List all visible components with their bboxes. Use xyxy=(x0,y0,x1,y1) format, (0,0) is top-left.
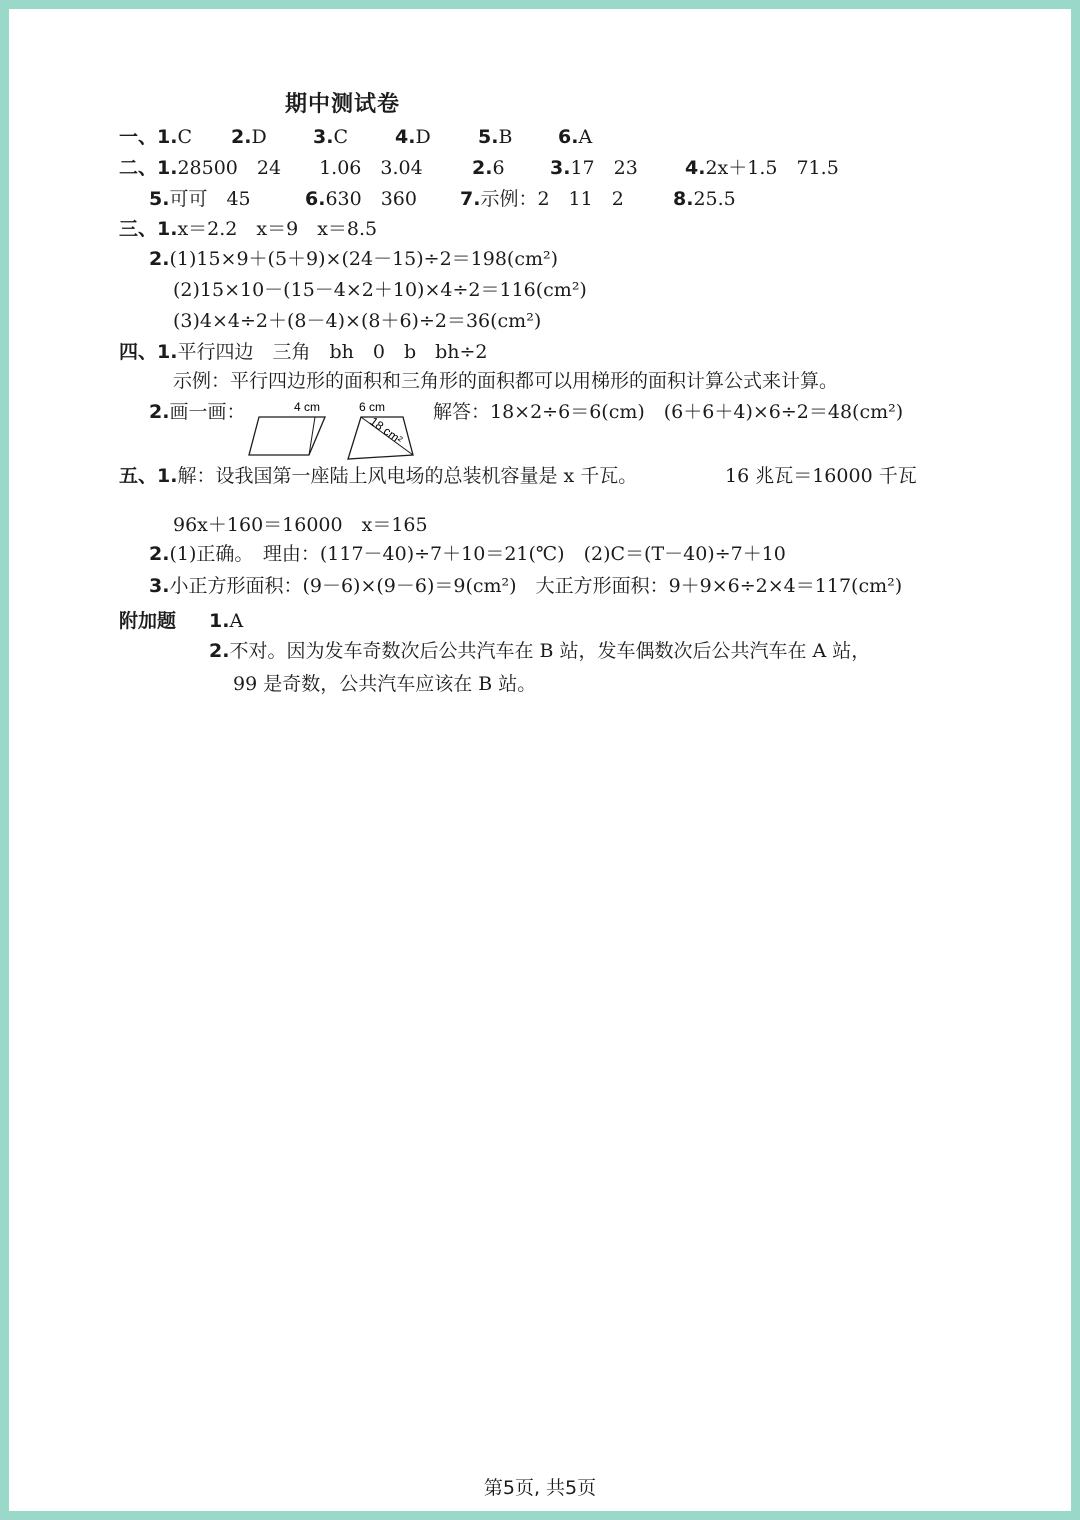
question-number: 3. xyxy=(550,157,571,179)
question-number: 8. xyxy=(673,188,694,210)
answer: 示例：2 11 2 xyxy=(480,188,624,210)
answer-sheet-page xyxy=(9,9,1071,1511)
example-text: 示例：平行四边形的面积和三角形的面积都可以用梯形的面积计算公式来计算。 xyxy=(173,370,839,392)
extra-section xyxy=(119,609,244,633)
extra-q2-line-2 xyxy=(233,672,536,696)
answer: 16 兆瓦＝16000 千瓦 xyxy=(725,465,917,487)
question-number: 4. xyxy=(685,157,706,179)
section-4-q1 xyxy=(119,340,488,364)
question-number: 3. xyxy=(149,575,170,597)
page-footer: 第5页, 共5页 xyxy=(483,1477,597,1499)
section-3-q2-line-3 xyxy=(173,309,541,333)
section-3-q1 xyxy=(119,217,377,241)
answer: 28500 24 1.06 3.04 xyxy=(177,157,423,179)
section-5-conversion xyxy=(725,464,917,488)
section-3-q2-line-2 xyxy=(173,278,587,302)
question-number: 2. xyxy=(231,126,252,148)
question-number: 2. xyxy=(209,640,230,662)
section-4-example xyxy=(173,369,838,393)
question-number: 3. xyxy=(313,126,334,148)
question-number: 二、1. xyxy=(119,157,178,179)
question-number: 五、1. xyxy=(119,465,178,487)
answer-line: (1)15×9＋(5＋9)×(24－15)÷2＝198(cm²) xyxy=(169,248,559,270)
page-title: 期中测试卷 xyxy=(285,92,401,117)
answer: 平行四边 三角 bh 0 b bh÷2 xyxy=(177,341,488,363)
question-number: 1. xyxy=(209,610,230,632)
answer: D xyxy=(251,126,267,148)
draw-label: 画一画： xyxy=(169,401,246,423)
answer: A xyxy=(229,610,244,632)
answer: B xyxy=(498,126,513,148)
answer: 可可 45 xyxy=(169,188,251,210)
section-5-q3 xyxy=(149,574,902,598)
section-4-solution xyxy=(433,400,903,424)
figure-label: 6 cm xyxy=(359,400,386,414)
question-number: 2. xyxy=(149,401,170,423)
answer: 解答：18×2÷6＝6(cm) (6＋6＋4)×6÷2＝48(cm²) xyxy=(433,401,904,423)
answer: 630 360 xyxy=(325,188,417,210)
figure-label: 4 cm xyxy=(294,400,321,414)
question-number: 6. xyxy=(558,126,579,148)
section-4-q2 xyxy=(149,400,245,424)
answer: D xyxy=(415,126,431,148)
parallelogram-figure xyxy=(345,399,425,463)
trapezoid-figure xyxy=(247,399,327,459)
answer: 2x＋1.5 71.5 xyxy=(705,157,839,179)
question-number: 5. xyxy=(478,126,499,148)
answer: A xyxy=(578,126,593,148)
answer: 17 23 xyxy=(570,157,638,179)
answer: C xyxy=(333,126,348,148)
question-number: 四、1. xyxy=(119,341,178,363)
answer: C xyxy=(177,126,192,148)
answer-line: (2)15×10－(15－4×2＋10)×4÷2＝116(cm²) xyxy=(173,279,587,301)
question-number: 一、1. xyxy=(119,126,178,148)
section-5-q1 xyxy=(119,464,637,488)
answer: (1)正确。 理由：(117－40)÷7＋10＝21(℃) (2)C＝(T－40)÷7＋10 xyxy=(169,543,786,565)
answer: 解：设我国第一座陆上风电场的总装机容量是 x 千瓦。 xyxy=(177,465,638,487)
question-number: 三、1. xyxy=(119,218,178,240)
extra-q2-line-1 xyxy=(209,639,870,663)
question-number: 2. xyxy=(149,543,170,565)
section-5-equation xyxy=(173,513,428,537)
question-number: 2. xyxy=(472,157,493,179)
question-number: 4. xyxy=(395,126,416,148)
figure-label: 18 cm² xyxy=(367,414,406,447)
question-number: 6. xyxy=(305,188,326,210)
section-5-q2 xyxy=(149,542,786,566)
question-number: 7. xyxy=(460,188,481,210)
extra-label: 附加题 xyxy=(119,610,177,632)
answer: 不对。因为发车奇数次后公共汽车在 B 站，发车偶数次后公共汽车在 A 站， xyxy=(229,640,871,662)
question-number: 2. xyxy=(149,248,170,270)
answer: 25.5 xyxy=(693,188,736,210)
answer: 96x＋160＝16000 x＝165 xyxy=(173,514,428,536)
answer: x＝2.2 x＝9 x＝8.5 xyxy=(177,218,378,240)
answer: 99 是奇数，公共汽车应该在 B 站。 xyxy=(233,673,537,695)
question-number: 5. xyxy=(149,188,170,210)
answer: 6 xyxy=(492,157,505,179)
section-3-q2-line-1 xyxy=(149,247,558,271)
answer-line: (3)4×4÷2＋(8－4)×(8＋6)÷2＝36(cm²) xyxy=(173,310,542,332)
answer: 小正方形面积：(9－6)×(9－6)＝9(cm²) 大正方形面积：9＋9×6÷2×4＝117(cm²) xyxy=(169,575,903,597)
